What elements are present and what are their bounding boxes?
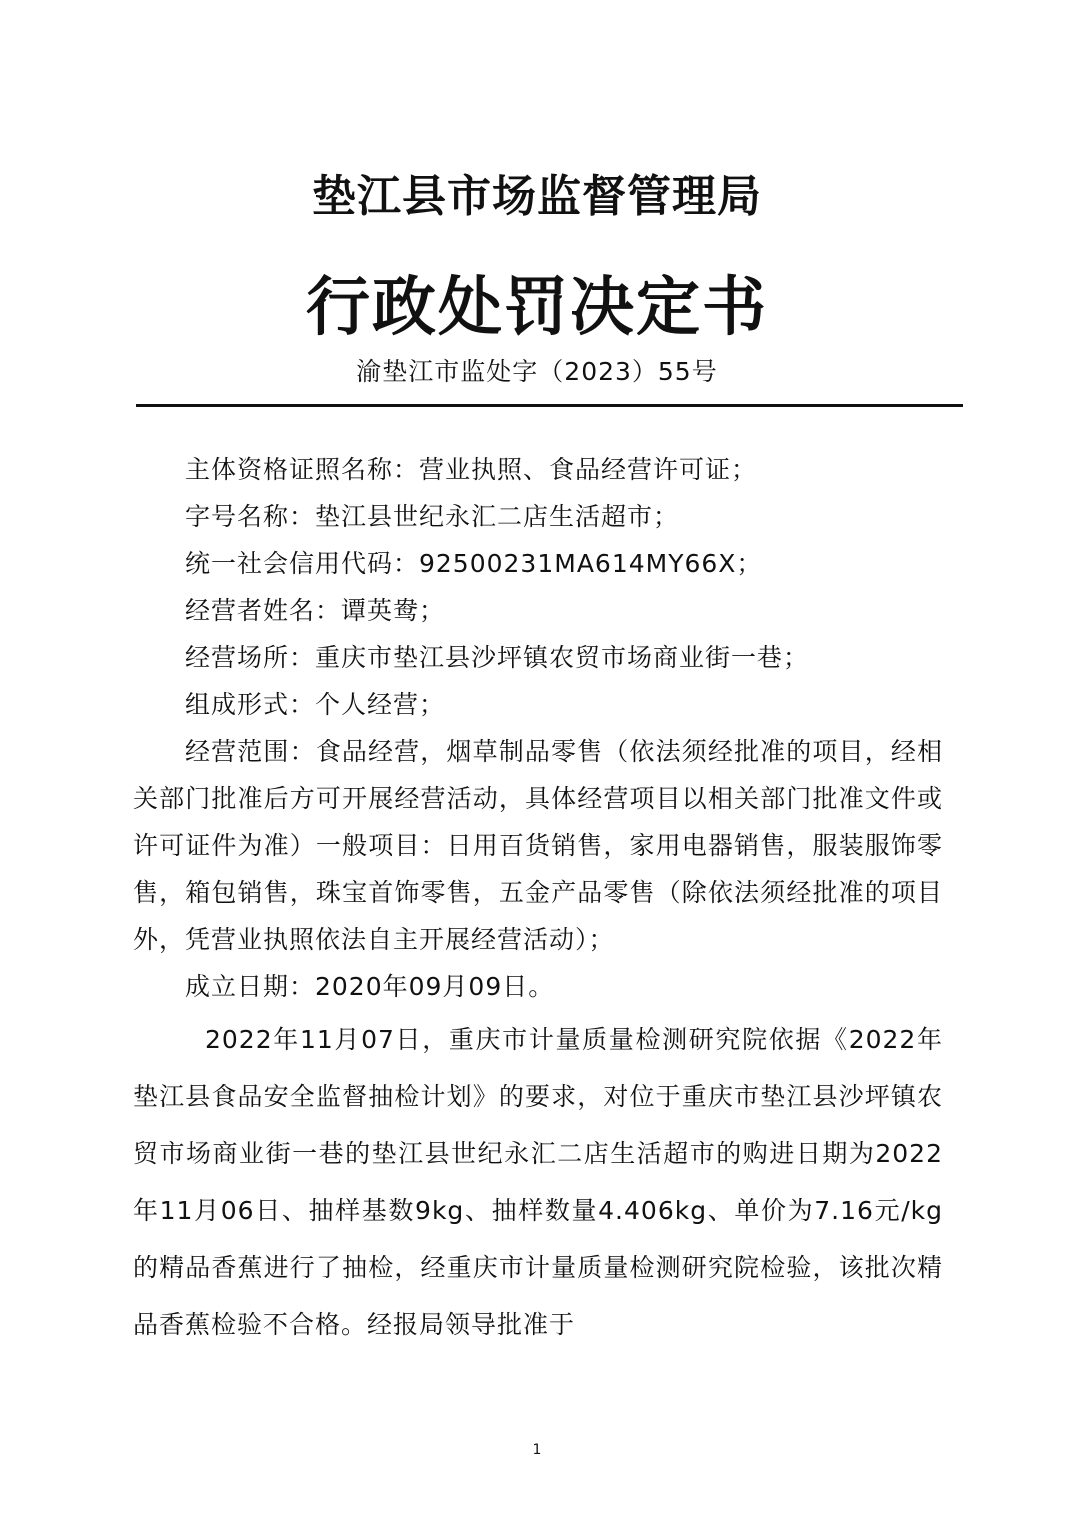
info-business-scope: 经营范围：食品经营，烟草制品零售（依法须经批准的项目，经相关部门批准后方可开展经营活动，具体经营项目以相关部门批准文件或许可证件为准）一般项目：日用百货销售，家用电器销售，服装服饰零售，箱包销售，珠宝首饰零售，五金产品零售（除依法须经批准的项目外，凭营业执照依法自主开展经营活动）；	[133, 737, 943, 954]
entity-info-block	[133, 446, 943, 1010]
info-trade-name: 字号名称：垫江县世纪永汇二店生活超市；	[185, 502, 680, 531]
narrative-paragraph: 2022年11月07日，重庆市计量质量检测研究院依据《2022年垫江县食品安全监督抽检计划》的要求，对位于重庆市垫江县沙坪镇农贸市场商业街一巷的垫江县世纪永汇二店生活超市的购进日期为2022年11月06日、抽样基数9kg、抽样数量4.406kg、单价为7.16元/kg的精品香蕉进行了抽检，经重庆市计量质量检测研究院检验，该批次精品香蕉检验不合格。经报局领导批准于	[133, 1025, 943, 1339]
document-title: 行政处罚决定书	[306, 270, 768, 345]
info-business-address: 经营场所：重庆市垫江县沙坪镇农贸市场商业街一巷；	[185, 643, 810, 672]
info-establishment-date: 成立日期：2020年09月09日。	[185, 972, 555, 1001]
header-divider	[136, 404, 963, 407]
info-credit-code: 统一社会信用代码：92500231MA614MY66X；	[185, 549, 763, 578]
info-license-name: 主体资格证照名称：营业执照、食品经营许可证；	[185, 455, 758, 484]
agency-name: 垫江县市场监督管理局	[312, 171, 762, 222]
document-number: 渝垫江市监处字（2023）55号	[356, 357, 718, 386]
info-organization-form: 组成形式：个人经营；	[185, 690, 446, 719]
case-narrative	[133, 1011, 943, 1353]
page-number: 1	[532, 1442, 542, 1458]
info-operator-name: 经营者姓名：谭英鸯；	[185, 596, 446, 625]
